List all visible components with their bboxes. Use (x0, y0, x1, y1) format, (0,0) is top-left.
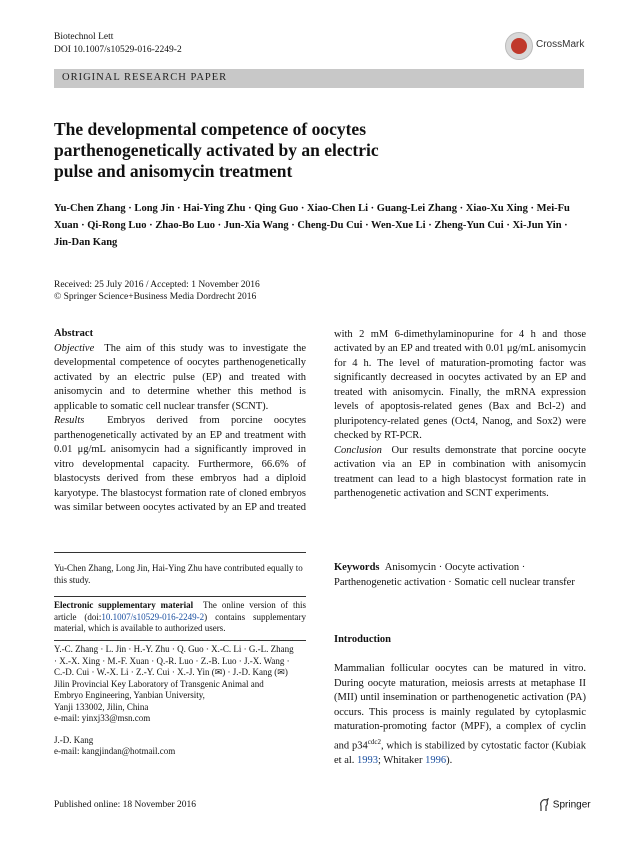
keywords-text: Anisomycin · Oocyte activation · Parthenogenetic activation · Somatic cell nuclear transfer (334, 562, 575, 588)
abstract-results-continued: with 2 mM 6-dimethylaminopurine for 4 h and those activated by an EP and treated with 0.01 μg/mL anisomycin for 4 h. The level of maturation-promoting factor was significantly decreased in oocytes activated by an EP and treated with anisomycin. Finally, the mRNA expression levels of apoptosis-related genes (Bax and Bcl-2) and pluripotency-related genes (Oct4, Nanog, and Sox2) were checked by RT-PCR. (334, 328, 586, 441)
abstract-results (54, 414, 306, 515)
affiliation-authors: Y.-C. Zhang · L. Jin · H.-Y. Zhu · Q. Guo · X.-C. Li · G.-L. Zhang · X.-X. Xing · M.-F. Xuan · Q.-R. Luo · Z.-B. Luo · J.-X. Wang · C.-D. Cui · W.-X. Li · Z.-Y. Cui · X.-J. Yin (✉) · J.-D. Kang (✉) (54, 644, 294, 677)
crossmark-label: CrossMark (536, 39, 585, 50)
conclusion-text: Our results demonstrate that porcine oocyte activation via an EP in combination with anisomycin treatment can lead to a high blastocyst formation rate in parthenogenetic activation and SCNT experiments. (334, 444, 586, 499)
right-column (334, 327, 586, 542)
esm-divider (54, 596, 306, 597)
affiliation-line-2: Yanji 133002, Jilin, China (54, 701, 149, 712)
email-kang[interactable]: e-mail: kangjindan@hotmail.com (54, 746, 176, 756)
keywords-block (334, 561, 586, 590)
abstract-heading: Abstract (54, 328, 94, 339)
crossmark-icon (505, 32, 533, 60)
section-banner-label: ORIGINAL RESEARCH PAPER (62, 72, 228, 83)
footnote-divider (54, 552, 306, 553)
springer-logo (538, 798, 591, 812)
abstract-conclusion (334, 444, 586, 502)
contribution-note: Yu-Chen Zhang, Long Jin, Hai-Ying Zhu have contributed equally to this study. (54, 563, 303, 585)
article-title: The developmental competence of oocytes parthenogenetically activated by an electric pulse and anisomycin treatment (54, 119, 379, 181)
springer-horse-icon (538, 798, 550, 812)
affiliation-divider (54, 640, 306, 641)
abstract-objective (54, 342, 306, 415)
article-doi: DOI 10.1007/s10529-016-2249-2 (54, 45, 182, 55)
published-online: Published online: 18 November 2016 (54, 800, 196, 810)
kang-name: J.-D. Kang (54, 734, 94, 745)
keywords-label: Keywords (334, 562, 380, 573)
crossmark-badge[interactable] (505, 32, 615, 60)
conclusion-label: Conclusion (334, 444, 382, 456)
copyright-line: © Springer Science+Business Media Dordrecht 2016 (54, 292, 257, 302)
received-accepted: Received: 25 July 2016 / Accepted: 1 November 2016 (54, 280, 260, 290)
article-dates (54, 279, 260, 303)
section-banner (54, 69, 584, 88)
esm-text-2: ) contains supplementary material, which is available to authorized users. (54, 611, 307, 633)
esm-text-1: The online version of this article (doi: (54, 600, 307, 622)
affiliation-line-1: Jilin Provincial Key Laboratory of Transgenic Animal and Embryo Engineering, Yanbian University, (54, 678, 264, 700)
objective-label: Objective (54, 342, 95, 354)
email-yin[interactable]: e-mail: yinxj33@msn.com (54, 713, 151, 723)
springer-label: Springer (552, 799, 591, 811)
affiliation-block (54, 644, 294, 758)
esm-label: Electronic supplementary material (54, 600, 194, 610)
ref-kubiak-1993[interactable]: 1993 (357, 754, 379, 766)
superscript-cdc2: cdc2 (367, 737, 381, 746)
introduction-paragraph: Mammalian follicular oocytes can be matured in vitro. During oocyte maturation, meiosis arrests at metaphase II (MII) until insemination or parthenogenetic activation (PA) occurs. This process is mainly regulated by cytoplasmic maturation-promoting factor (MPF), a complex of cyclin and $p34^{cdc2}$, which is stabilized by cytostatic factor (Kubiak et al. 1993; Whitaker 1996). (334, 663, 586, 766)
author-list: Yu-Chen Zhang · Long Jin · Hai-Ying Zhu · Qing Guo · Xiao-Chen Li · Guang-Lei Zhang · Xiao-Xu Xing · Mei-Fu Xuan · Qi-Rong Luo · Zhao-Bo Luo · Jun-Xia Wang · Cheng-Du Cui · Wen-Xue Li · Zheng-Yun Cui · Xi-Jun Yin · Jin-Dan Kang (54, 203, 570, 248)
results-label: Results (54, 415, 85, 426)
objective-text: The aim of this study was to investigate the developmental competence of oocytes parthenogenetically activated by an electric pulse (EP) and treated with anisomycin and to determine whether this method is applicable to somatic cell nuclear transfer (SCNT). (54, 342, 306, 412)
journal-name: Biotechnol Lett (54, 32, 114, 42)
ref-whitaker-1996[interactable]: 1996 (425, 754, 447, 766)
esm-doi-link[interactable]: 10.1007/s10529-016-2249-2 (101, 611, 205, 622)
introduction-heading: Introduction (334, 634, 391, 645)
esm-note (54, 600, 306, 635)
left-column (54, 327, 306, 515)
results-text: Embryos derived from porcine oocytes parthenogenetically activated by an EP and treatment with 0.01 μg/mL anisomycin had a significantly improved in vitro developmental capacity. Furthermore, 66.6% of blastocysts derived from these embryos had a diploid karyotype. The blastocyst formation rate of cloned embryos was similar between oocytes activated by an EP and treated (54, 415, 306, 513)
